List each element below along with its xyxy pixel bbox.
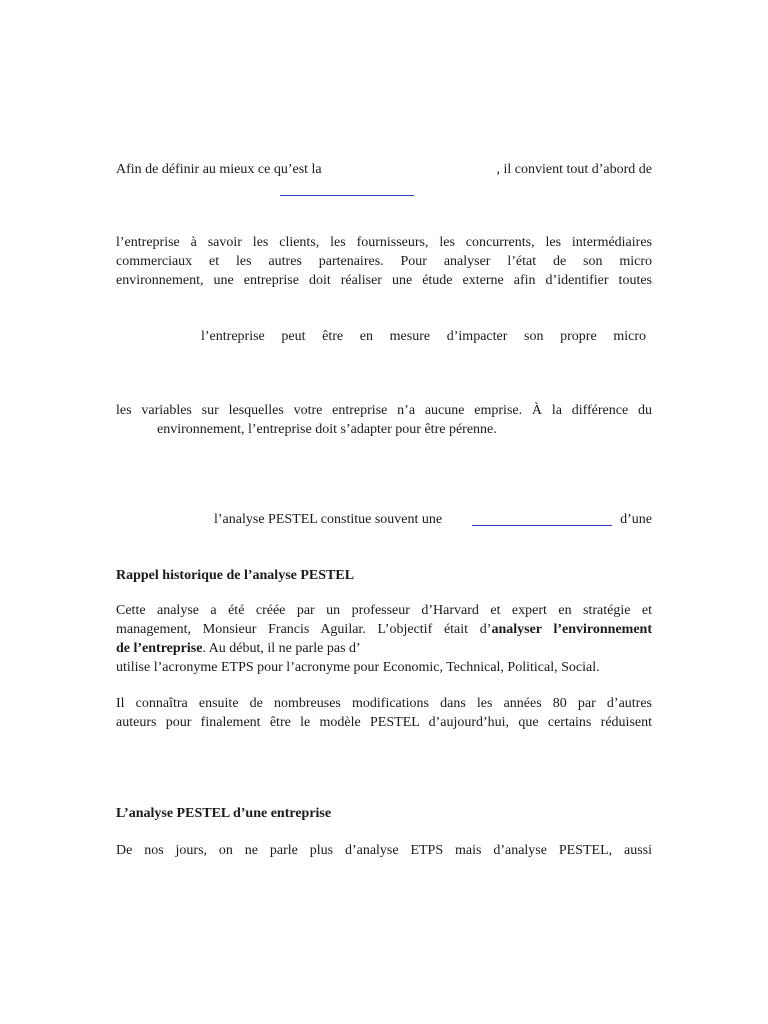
- paragraph-1-line-1-end: [476, 161, 652, 179]
- heading-text: Rappel historique de l’analyse PESTEL: [116, 568, 355, 583]
- text-fragment: d’une: [620, 512, 652, 527]
- paragraph-5-line-1-end: [612, 511, 652, 529]
- section-heading-pestel: [116, 805, 652, 823]
- paragraph-8-line-1: De nos jours, on ne parle plus d’analyse ETPS mais d’analyse PESTEL, aussi: [116, 843, 652, 858]
- hyperlink-underline[interactable]: [280, 195, 414, 196]
- text-fragment: management, Monsieur Francis Aguilar. L’objectif était d’: [116, 622, 492, 637]
- bold-text: analyser l’environnement: [491, 622, 652, 637]
- paragraph-4-line-1: les variables sur lesquelles votre entreprise n’a aucune emprise. À la différence du: [116, 403, 652, 418]
- paragraph-3-line-1: l’entreprise peut être en mesure d’impacter son propre micro: [201, 329, 646, 344]
- paragraph-7-line-2: auteurs pour finalement être le modèle PESTEL d’aujourd’hui, que certains réduisent: [116, 715, 652, 730]
- text-fragment: l’analyse PESTEL constitue souvent une: [214, 512, 443, 527]
- paragraph-7-line-1: Il connaîtra ensuite de nombreuses modifications dans les années 80 par d’autres: [116, 696, 652, 711]
- bold-text: de l’entreprise: [116, 641, 203, 656]
- paragraph-4-line-2: environnement, l’entreprise doit s’adapter pour être pérenne.: [157, 422, 497, 437]
- text-fragment: Afin de définir au mieux ce qu’est la: [116, 162, 322, 177]
- text-fragment: , il convient tout d’abord de: [496, 162, 652, 177]
- heading-text: L’analyse PESTEL d’une entreprise: [116, 806, 332, 821]
- paragraph-6-line-2: [116, 621, 652, 639]
- paragraph-6-line-4: utilise l’acronyme ETPS pour l’acronyme pour Economic, Technical, Political, Social.: [116, 660, 600, 675]
- paragraph-2-line-2: commerciaux et les autres partenaires. Pour analyser l’état de son micro: [116, 254, 652, 269]
- paragraph-6-line-1: Cette analyse a été créée par un professeur d’Harvard et expert en stratégie et: [116, 603, 652, 618]
- paragraph-6-line-3: [116, 640, 652, 658]
- paragraph-5-line-1: [214, 511, 474, 529]
- section-heading-history: [116, 567, 652, 585]
- text-fragment: . Au début, il ne parle pas d’: [202, 641, 361, 656]
- hyperlink-underline[interactable]: [472, 525, 612, 526]
- paragraph-2-line-3: environnement, une entreprise doit réaliser une étude externe afin d’identifier toutes: [116, 273, 652, 288]
- paragraph-2-line-1: l’entreprise à savoir les clients, les fournisseurs, les concurrents, les intermédiaires: [116, 235, 652, 250]
